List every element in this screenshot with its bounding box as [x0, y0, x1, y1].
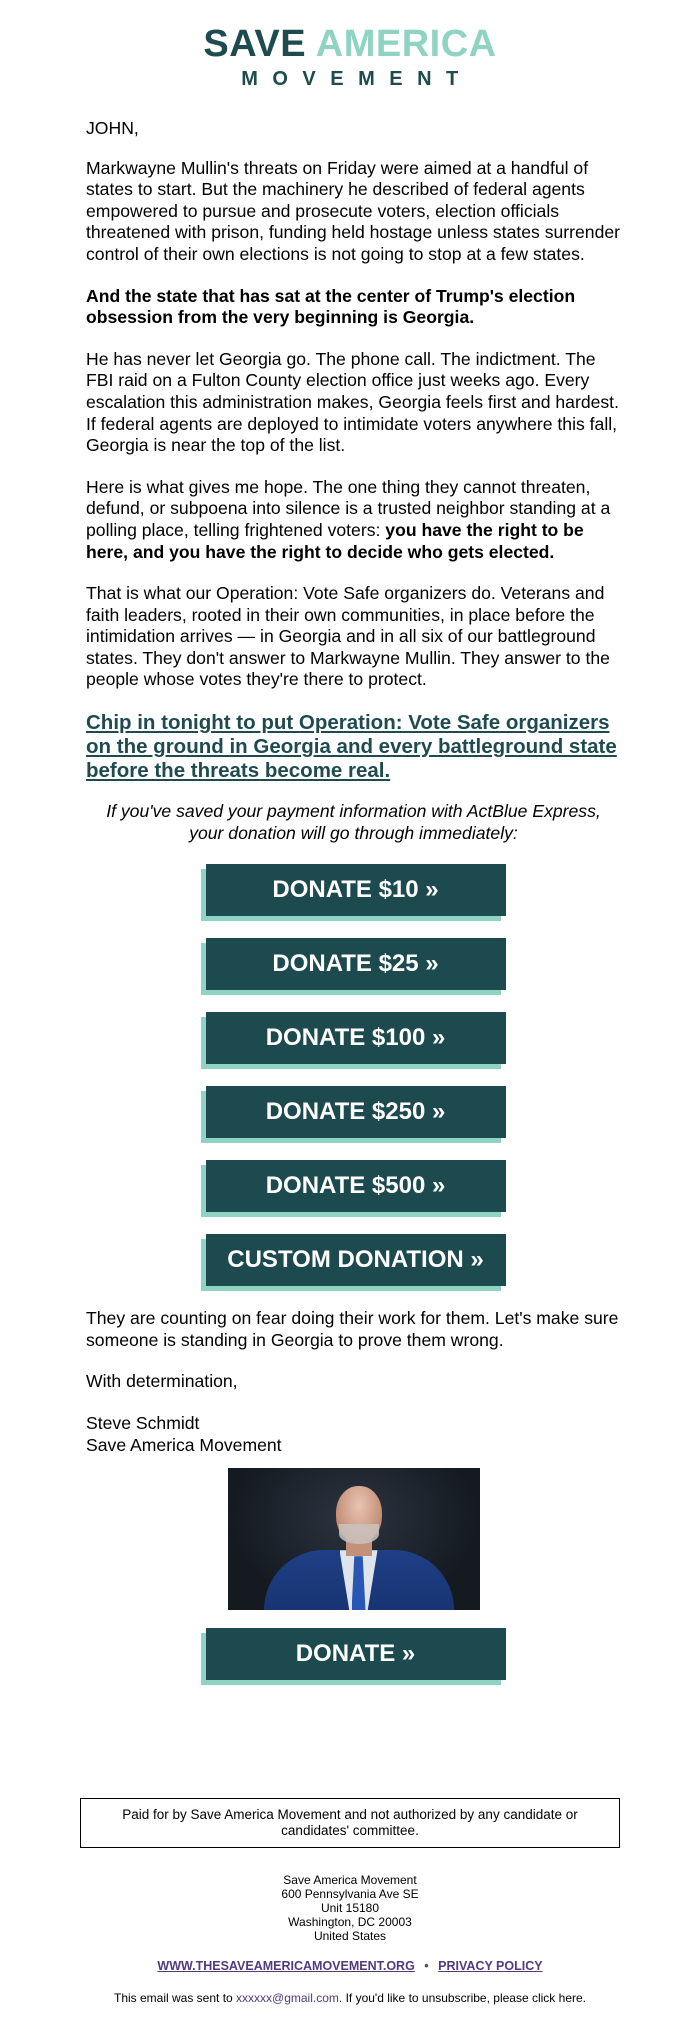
logo-wordmark — [0, 22, 700, 66]
address-line: Save America Movement — [283, 1873, 417, 1887]
paragraph-1: Markwayne Mullin's threats on Friday were aimed at a handful of states to start. But the machinery he described of federal agents empowered to pursue and prosecute voters, election officials threatened with prison, funding held hostage unless states surrender control of their own elections is not going to stop at a few states. — [86, 157, 621, 264]
signature-name: Steve Schmidt — [86, 1413, 200, 1434]
paragraph-5: That is what our Operation: Vote Safe organizers do. Veterans and faith leaders, rooted in their own communities, in place before the intimidation arrives — in Georgia and in all six of our battleground states. They don't answer to Markwayne Mullin. They answer to the people whose votes they're there to protect. — [86, 583, 610, 690]
signer-portrait-photo — [228, 1468, 480, 1610]
donate-buttons — [86, 864, 621, 1286]
donate-250-button[interactable]: DONATE $250 » — [206, 1086, 506, 1138]
cta-link[interactable]: Chip in tonight to put Operation: Vote Safe organizers on the ground in Georgia and every battleground state before the threats become real. — [86, 711, 617, 783]
actblue-express-note: If you've saved your payment information with ActBlue Express, your donation will go through immediately: — [106, 801, 601, 843]
paragraph-4-text: Here is what gives me hope. The one thing they cannot threaten, defund, or subpoena into silence is a trusted neighbor standing at a polling place, telling frightened voters: — [86, 476, 611, 540]
privacy-policy-link[interactable]: PRIVACY POLICY — [438, 1959, 543, 1973]
unsubscribe-text: This email was sent to — [113, 1991, 237, 2005]
unsubscribe-text-end[interactable]: . If you'd like to unsubscribe, please click here. — [338, 1991, 586, 2005]
donate-100-button[interactable]: DONATE $100 » — [206, 1012, 506, 1064]
donate-10-button[interactable]: DONATE $10 » — [206, 864, 506, 916]
logo-word-america: AMERICA — [315, 23, 497, 65]
signature — [86, 1413, 621, 1456]
paragraph-3: He has never let Georgia go. The phone call. The indictment. The FBI raid on a Fulton County election office just weeks ago. Every escalation this administration makes, Georgia feels first and hardest. If federal agents are deployed to intimidate voters anywhere this fall, Georgia is near the top of the list. — [86, 348, 619, 456]
address-line: United States — [313, 1929, 387, 1943]
mailing-address — [0, 1873, 700, 1943]
link-separator: • — [424, 1959, 429, 1973]
paragraph-6: They are counting on fear doing their work for them. Let's make sure someone is standing in Georgia to prove them wrong. — [86, 1308, 619, 1350]
donate-button[interactable]: DONATE » — [206, 1628, 506, 1680]
paid-for-disclaimer: Paid for by Save America Movement and not authorized by any candidate or candidates' committee. — [80, 1798, 620, 1848]
paragraph-4-bold: you have the right to be here, and you have the right to decide who gets elected. — [86, 519, 584, 562]
website-link[interactable]: WWW.THESAVEAMERICAMOVEMENT.ORG — [157, 1959, 415, 1973]
address-line: 600 Pennsylvania Ave SE — [281, 1887, 419, 1901]
email-body — [86, 118, 621, 1702]
donate-25-button[interactable]: DONATE $25 » — [206, 938, 506, 990]
final-donate-wrap — [86, 1628, 621, 1680]
footer-links — [0, 1959, 700, 1973]
paragraph-2-bold: And the state that has sat at the center of Trump's election obsession from the very beginning is Georgia. — [86, 285, 576, 328]
closing: With determination, — [86, 1371, 238, 1392]
donate-500-button[interactable]: DONATE $500 » — [206, 1160, 506, 1212]
unsubscribe-note — [0, 1991, 700, 2005]
logo-word-save: SAVE — [203, 23, 307, 65]
paragraph-4 — [86, 477, 621, 563]
address-line: Washington, DC 20003 — [288, 1915, 412, 1929]
brand-logo — [0, 22, 700, 90]
signature-org: Save America Movement — [86, 1434, 282, 1455]
address-line: Unit 15180 — [320, 1901, 380, 1915]
greeting: JOHN, — [86, 118, 139, 138]
custom-donation-button[interactable]: CUSTOM DONATION » — [206, 1234, 506, 1286]
logo-word-movement: MOVEMENT — [241, 68, 473, 90]
recipient-email: xxxxxx@gmail.com — [236, 1991, 339, 2005]
